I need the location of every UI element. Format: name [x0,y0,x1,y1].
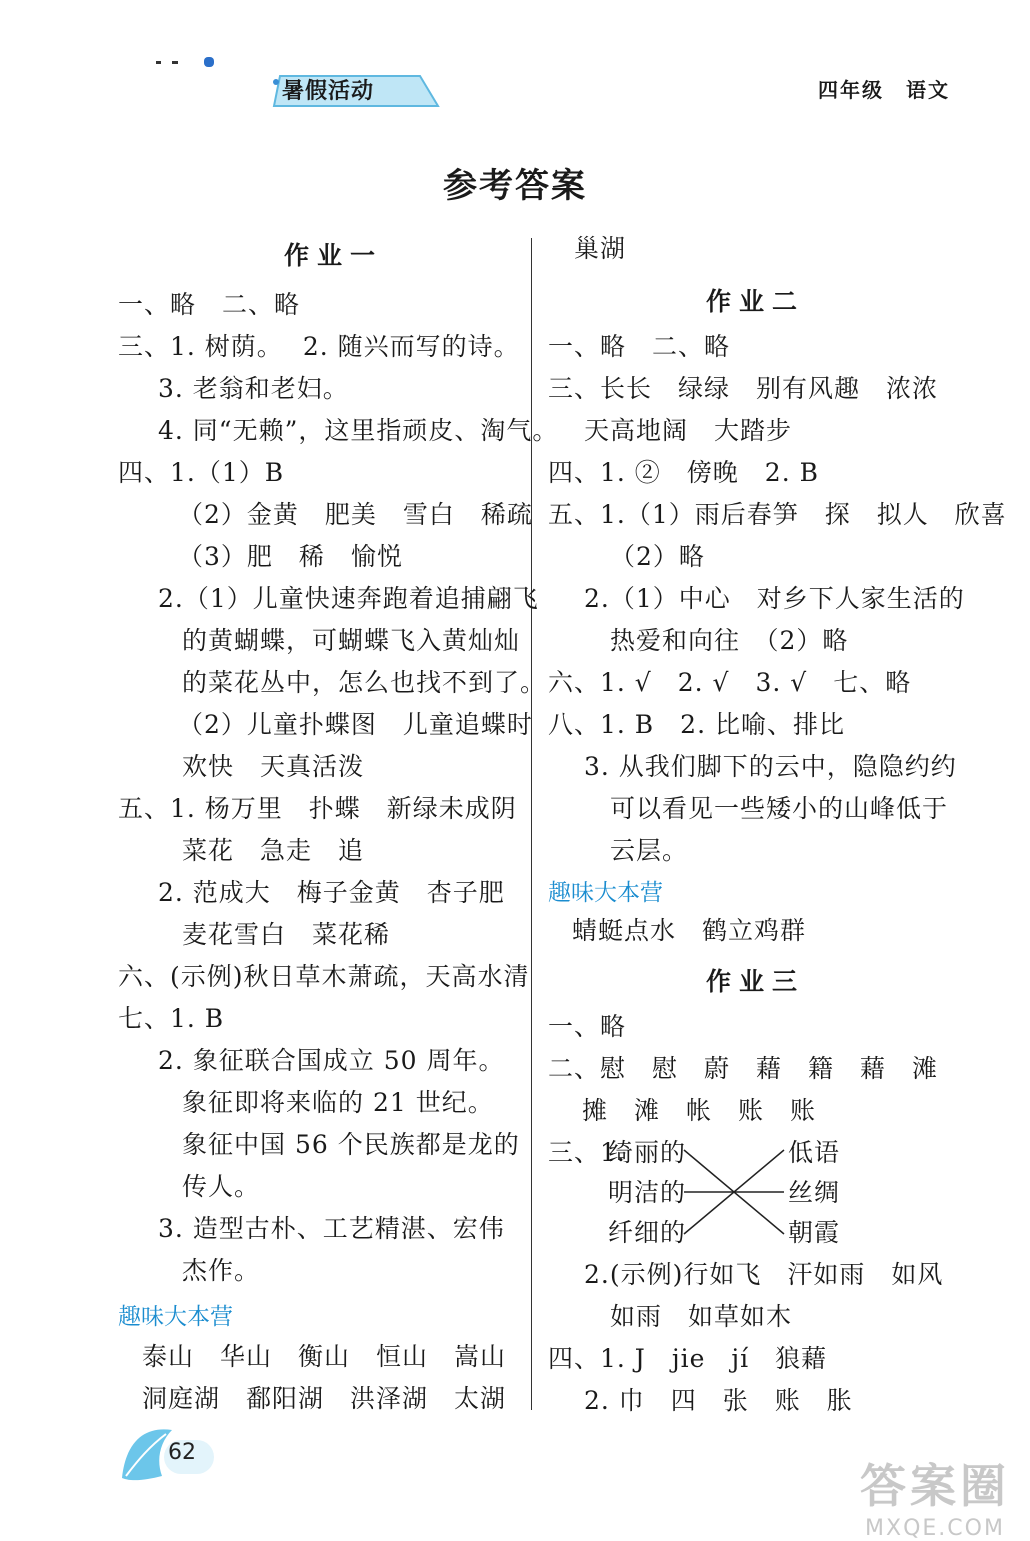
leaf-icon [116,1420,216,1484]
grade-subject: 四年级 语文 [818,78,950,102]
answer-line: 杰作。 [182,1256,261,1285]
answer-line: 的黄蝴蝶，可蝴蝶飞入黄灿灿 [182,626,521,655]
banner-title: 暑假活动 [282,78,375,104]
answer-line: 2. 象征联合国成立 50 周年。 [158,1046,505,1075]
answer-line: 云层。 [610,836,689,865]
answer-line: 五、1.（1）雨后春笋 探 拟人 欣喜 [548,500,1007,529]
answer-line: 2. 巾 四 张 账 胀 [584,1386,853,1415]
answer-line: 2. 范成大 梅子金黄 杏子肥 [158,878,505,907]
answer-line: 七、1. B [118,1004,225,1033]
match-left-item: 明洁的 [608,1178,687,1207]
answer-line: 二、慰 慰 蔚 藉 籍 藉 滩 [548,1054,939,1083]
answer-line: 传人。 [182,1172,261,1201]
answer-line: 象征中国 56 个民族都是龙的 [182,1130,520,1159]
answer-part: 2. 随兴而写的诗。 [302,332,520,361]
match-right-item: 丝绸 [788,1178,841,1207]
answer-line: 泰山 华山 衡山 恒山 嵩山 [142,1342,507,1371]
page-title: 参考答案 [443,166,587,206]
answer-line: 六、1. √ 2. √ 3. √ 七、略 [548,668,912,697]
answer-line: 象征即将来临的 21 世纪。 [182,1088,494,1117]
watermark-logo: 答案圈 [860,1459,1010,1513]
answer-line: 天高地阔 大踏步 [584,416,793,445]
section-heading-3: 作业三 [706,967,806,996]
answer-line: 热爱和向往 （2）略 [610,626,849,655]
match-left-item: 纤细的 [608,1218,687,1247]
match-right-item: 朝霞 [788,1218,841,1247]
section-heading-2: 作业二 [706,287,806,316]
corner-mark-icon [150,55,220,71]
answer-line: 麦花雪白 菜花稀 [182,920,391,949]
answer-line: （2）儿童扑蝶图 儿童追蝶时 [178,710,533,739]
answer-line: 四、1. ② 傍晚 2. B [548,458,819,487]
answer-line: 可以看见一些矮小的山峰低于 [610,794,949,823]
answer-line: 洞庭湖 鄱阳湖 洪泽湖 太湖 [142,1384,507,1413]
watermark-url: MXQE.COM [865,1516,1005,1541]
answer-line: 一、略 二、略 [118,290,301,319]
answer-part: 三、1. 树荫。 [118,332,283,361]
answer-line: 如雨 如草如木 [610,1302,793,1331]
answer-line [118,330,520,364]
answer-line: 一、略 [548,1012,627,1041]
answer-line: 摊 滩 帐 账 账 [582,1096,817,1125]
matching-lines [680,1136,790,1256]
answer-line: 的菜花丛中，怎么也找不到了。 [182,668,547,697]
answer-line: 八、1. B 2. 比喻、排比 [548,710,845,739]
answer-line: 六、(示例)秋日草木萧疏，天高水清 [118,962,530,991]
section-heading-1: 作业一 [284,241,384,270]
answer-line: 2.（1）中心 对乡下人家生活的 [584,584,965,613]
match-right-item: 低语 [788,1138,841,1167]
answer-line: 巢湖 [574,234,627,263]
page-number: 62 [168,1440,196,1465]
answer-line: 2.(示例)行如飞 汗如雨 如风 [584,1260,944,1289]
fun-section-heading: 趣味大本营 [548,880,663,906]
watermark [860,1450,1010,1541]
answer-line: 菜花 急走 追 [182,836,365,865]
answer-line: 3. 从我们脚下的云中，隐隐约约 [584,752,957,781]
answer-line: 五、1. 杨万里 扑蝶 新绿未成阴 [118,794,517,823]
answer-line: 三、1. [548,1138,626,1167]
answer-line: （2）略 [610,542,705,571]
answer-line: 2.（1）儿童快速奔跑着追捕翩飞 [158,584,539,613]
answer-line: 4. 同“无赖”，这里指顽皮、淘气。 [158,416,559,445]
answer-line: （3）肥 稀 愉悦 [178,542,403,571]
answer-line: 蜻蜓点水 鹤立鸡群 [572,916,807,945]
answer-line: 三、长长 绿绿 别有风趣 浓浓 [548,374,939,403]
fun-section-heading: 趣味大本营 [118,1304,233,1330]
answer-line: （2）金黄 肥美 雪白 稀疏 [178,500,533,529]
answer-line: 四、1. J jie jí 狼藉 [548,1344,828,1373]
answer-line: 3. 造型古朴、工艺精湛、宏伟 [158,1214,505,1243]
answer-line: 3. 老翁和老妇。 [158,374,349,403]
match-left-item: 绮丽的 [608,1138,687,1167]
answer-line: 欢快 天真活泼 [182,752,365,781]
answer-line: 四、1.（1）B [118,458,285,487]
answer-line: 一、略 二、略 [548,332,731,361]
